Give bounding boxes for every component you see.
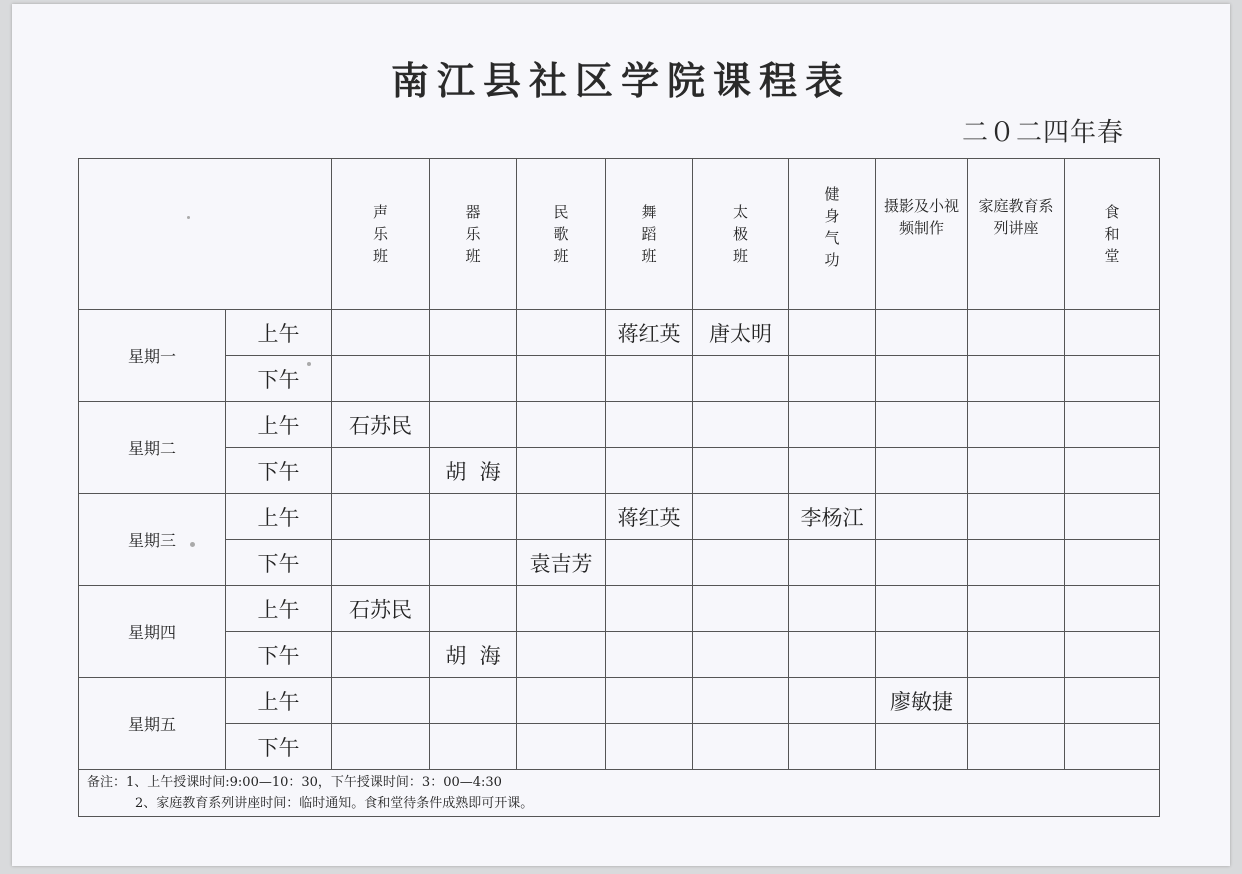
day-label: 星期三 — [79, 494, 226, 586]
teacher-cell: 唐太明 — [693, 310, 789, 356]
schedule-row — [79, 586, 1160, 632]
paper-sheet — [12, 4, 1230, 866]
afternoon-label: 下午 — [226, 448, 332, 494]
teacher-cell: 石苏民 — [332, 586, 430, 632]
notes-row — [79, 770, 1160, 817]
teacher-cell — [789, 678, 876, 724]
teacher-cell — [789, 310, 876, 356]
teacher-cell — [693, 678, 789, 724]
teacher-cell — [332, 632, 430, 678]
class-header-label: 摄影及小视频制作 — [883, 197, 959, 237]
teacher-cell — [332, 540, 430, 586]
teacher-cell: 蒋红英 — [606, 494, 693, 540]
teacher-cell — [606, 402, 693, 448]
schedule-row — [79, 678, 1160, 724]
schedule-row — [79, 494, 1160, 540]
teacher-cell — [876, 540, 968, 586]
teacher-cell — [430, 724, 517, 770]
class-header-label: 食和堂 — [1104, 203, 1120, 265]
teacher-cell — [430, 586, 517, 632]
teacher-cell — [517, 632, 606, 678]
teacher-cell — [968, 724, 1065, 770]
afternoon-label: 下午 — [226, 540, 332, 586]
schedule-row — [79, 402, 1160, 448]
teacher-cell — [517, 724, 606, 770]
teacher-cell — [332, 494, 430, 540]
notes-cell — [79, 770, 1160, 817]
schedule-row — [79, 632, 1160, 678]
teacher-cell — [517, 310, 606, 356]
teacher-cell: 蒋红英 — [606, 310, 693, 356]
note-line-1: 备注：1、上午授课时间:9:00—10：30，下午授课时间：3：00—4:30 — [87, 775, 502, 790]
teacher-cell — [517, 448, 606, 494]
class-header-label: 声乐班 — [372, 203, 388, 265]
teacher-cell — [332, 448, 430, 494]
class-header — [876, 159, 968, 310]
teacher-cell — [1065, 402, 1160, 448]
afternoon-label: 下午 — [226, 724, 332, 770]
teacher-cell — [968, 494, 1065, 540]
teacher-cell — [876, 632, 968, 678]
teacher-cell — [693, 724, 789, 770]
teacher-cell — [789, 448, 876, 494]
teacher-cell — [789, 402, 876, 448]
schedule-row — [79, 724, 1160, 770]
header-corner-cell — [79, 159, 332, 310]
teacher-cell — [876, 356, 968, 402]
class-header-label: 器乐班 — [465, 203, 481, 265]
teacher-cell — [968, 448, 1065, 494]
afternoon-label: 下午 — [226, 356, 332, 402]
teacher-cell — [606, 448, 693, 494]
day-label: 星期五 — [79, 678, 226, 770]
teacher-cell — [517, 402, 606, 448]
day-label: 星期四 — [79, 586, 226, 678]
class-header-label: 健身气功 — [824, 185, 840, 269]
afternoon-label: 下午 — [226, 632, 332, 678]
class-header — [606, 159, 693, 310]
teacher-cell: 胡 海 — [430, 632, 517, 678]
class-header-label: 舞蹈班 — [641, 203, 657, 265]
teacher-cell — [693, 494, 789, 540]
teacher-cell: 袁吉芳 — [517, 540, 606, 586]
day-label: 星期二 — [79, 402, 226, 494]
teacher-cell — [606, 724, 693, 770]
teacher-cell — [430, 310, 517, 356]
teacher-cell — [517, 586, 606, 632]
teacher-cell — [606, 586, 693, 632]
teacher-cell — [606, 356, 693, 402]
day-label: 星期一 — [79, 310, 226, 402]
teacher-cell — [789, 632, 876, 678]
header-row — [79, 159, 1160, 310]
teacher-cell — [430, 494, 517, 540]
teacher-cell — [789, 724, 876, 770]
teacher-cell — [332, 678, 430, 724]
teacher-cell — [693, 540, 789, 586]
teacher-cell — [876, 310, 968, 356]
teacher-cell — [693, 356, 789, 402]
schedule-row — [79, 448, 1160, 494]
schedule-table — [78, 158, 1160, 817]
teacher-cell — [1065, 540, 1160, 586]
class-header-label: 太极班 — [732, 203, 748, 265]
teacher-cell — [517, 494, 606, 540]
class-header — [517, 159, 606, 310]
teacher-cell — [968, 540, 1065, 586]
teacher-cell — [968, 586, 1065, 632]
morning-label: 上午 — [226, 586, 332, 632]
teacher-cell — [693, 402, 789, 448]
teacher-cell — [968, 356, 1065, 402]
class-header-label: 家庭教育系列讲座 — [978, 197, 1054, 237]
morning-label: 上午 — [226, 494, 332, 540]
teacher-cell — [968, 310, 1065, 356]
teacher-cell — [693, 586, 789, 632]
teacher-cell: 廖敏捷 — [876, 678, 968, 724]
teacher-cell — [430, 356, 517, 402]
class-header — [693, 159, 789, 310]
teacher-cell — [789, 540, 876, 586]
scan-speck — [187, 216, 190, 219]
teacher-cell — [968, 632, 1065, 678]
teacher-cell — [1065, 632, 1160, 678]
teacher-cell — [332, 724, 430, 770]
teacher-cell — [876, 448, 968, 494]
teacher-cell — [1065, 678, 1160, 724]
teacher-cell — [517, 678, 606, 724]
teacher-cell — [876, 724, 968, 770]
class-header — [430, 159, 517, 310]
page-title: 南江县社区学院课程表 — [390, 59, 851, 103]
teacher-cell — [1065, 724, 1160, 770]
note-line-2: 2、家庭教育系列讲座时间：临时通知。食和堂待条件成熟即可开课。 — [135, 796, 534, 811]
teacher-cell — [876, 586, 968, 632]
class-header-label: 民歌班 — [553, 203, 569, 265]
teacher-cell — [789, 586, 876, 632]
class-header — [1065, 159, 1160, 310]
season-label: 二０二四年春 — [962, 118, 1125, 148]
teacher-cell — [606, 540, 693, 586]
class-header — [332, 159, 430, 310]
teacher-cell — [1065, 586, 1160, 632]
teacher-cell: 胡 海 — [430, 448, 517, 494]
schedule-row — [79, 356, 1160, 402]
teacher-cell: 李杨江 — [789, 494, 876, 540]
teacher-cell — [517, 356, 606, 402]
teacher-cell — [1065, 310, 1160, 356]
morning-label: 上午 — [226, 678, 332, 724]
class-header — [968, 159, 1065, 310]
morning-label: 上午 — [226, 402, 332, 448]
teacher-cell — [430, 678, 517, 724]
scan-speck — [190, 542, 195, 547]
teacher-cell: 石苏民 — [332, 402, 430, 448]
teacher-cell — [968, 678, 1065, 724]
morning-label: 上午 — [226, 310, 332, 356]
teacher-cell — [693, 632, 789, 678]
teacher-cell — [876, 494, 968, 540]
teacher-cell — [876, 402, 968, 448]
schedule-body — [79, 310, 1160, 770]
class-header — [789, 159, 876, 310]
teacher-cell — [430, 540, 517, 586]
teacher-cell — [332, 356, 430, 402]
teacher-cell — [606, 678, 693, 724]
teacher-cell — [1065, 494, 1160, 540]
teacher-cell — [606, 632, 693, 678]
scan-speck — [307, 362, 311, 366]
teacher-cell — [1065, 356, 1160, 402]
teacher-cell — [332, 310, 430, 356]
schedule-row — [79, 310, 1160, 356]
teacher-cell — [789, 356, 876, 402]
teacher-cell — [1065, 448, 1160, 494]
teacher-cell — [430, 402, 517, 448]
teacher-cell — [693, 448, 789, 494]
schedule-row — [79, 540, 1160, 586]
teacher-cell — [968, 402, 1065, 448]
